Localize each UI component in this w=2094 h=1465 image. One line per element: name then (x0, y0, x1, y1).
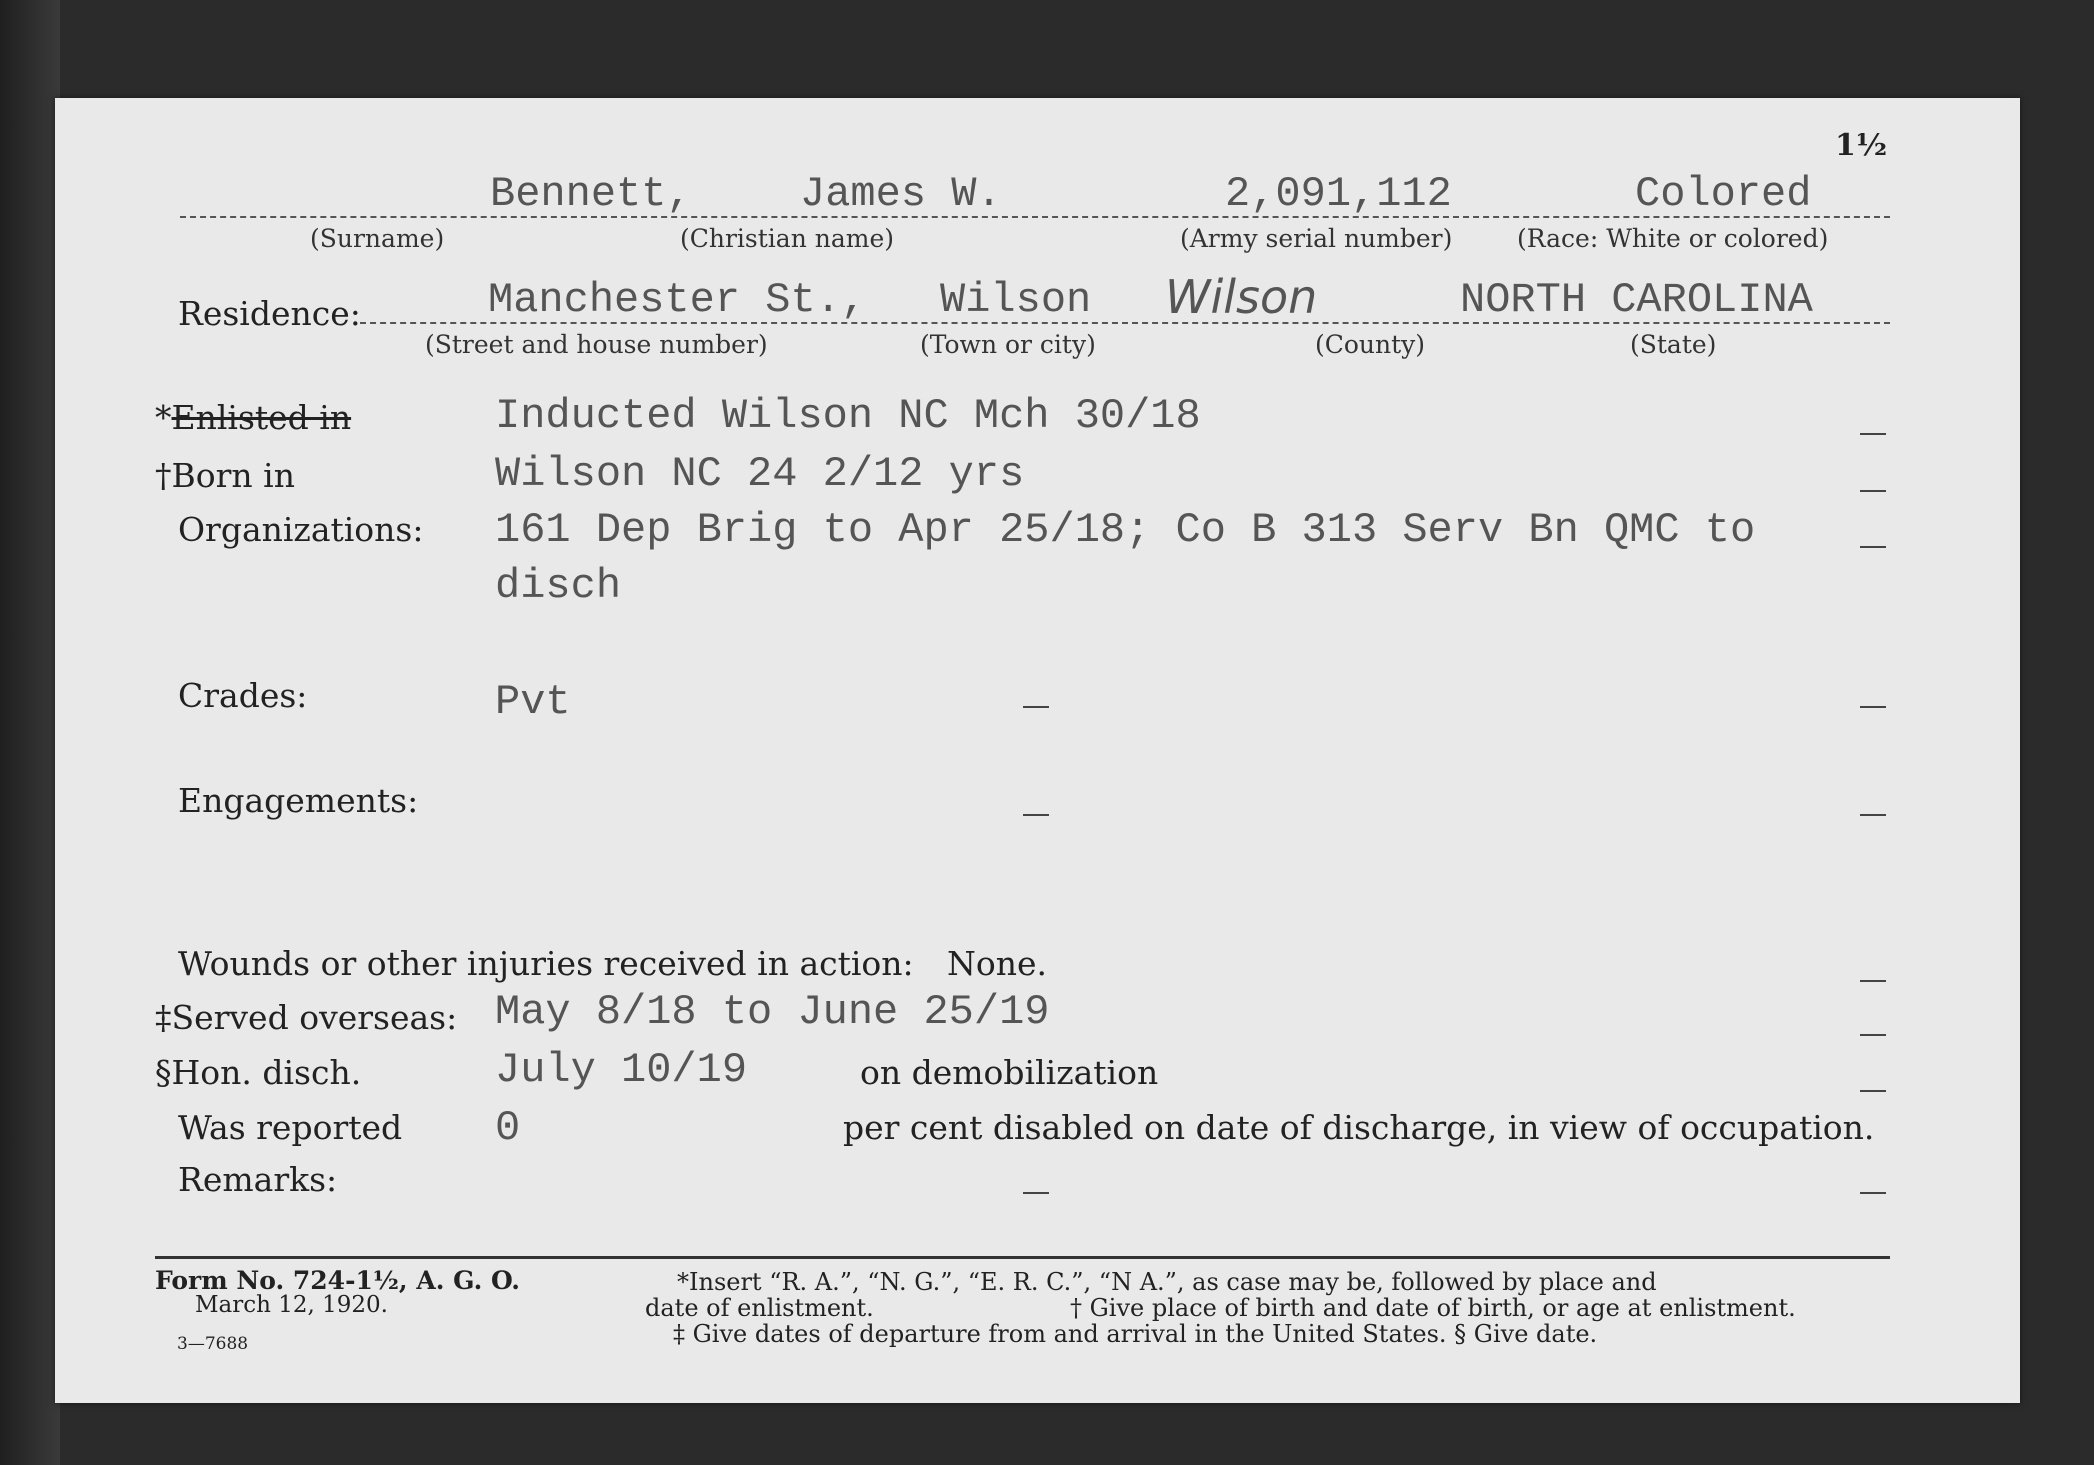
organizations-label: Organizations: (178, 510, 424, 549)
born-value: Wilson NC 24 2/12 yrs (495, 450, 1025, 498)
engagements-label: Engagements: (178, 781, 419, 820)
discharge-label (155, 1053, 361, 1092)
dash-mark (1023, 814, 1049, 816)
scan-background-edge (0, 0, 60, 1465)
dash-mark (1023, 1192, 1049, 1194)
reported-suffix: per cent disabled on date of discharge, in view of occupation. (843, 1108, 1875, 1147)
form-date: March 12, 1920. (195, 1292, 388, 1318)
discharge-value: July 10/19 (495, 1046, 748, 1094)
organizations-line-2: disch (495, 562, 622, 610)
residence-label: Residence: (178, 294, 361, 333)
state-caption: (State) (1630, 330, 1717, 359)
overseas-marker: ‡ (155, 998, 172, 1037)
race-caption: (Race: White or colored) (1517, 224, 1829, 253)
overseas-value: May 8/18 to June 25/19 (495, 988, 1050, 1036)
dash-mark (1023, 706, 1049, 708)
born-label (155, 456, 295, 495)
county-caption: (County) (1315, 330, 1426, 359)
remarks-label: Remarks: (178, 1160, 338, 1199)
serial-number-value: 2,091,112 (1225, 170, 1452, 218)
street-caption: (Street and house number) (425, 330, 768, 359)
wounds-value: None. (947, 944, 1048, 983)
grades-label: Crades: (178, 676, 308, 715)
dash-mark (1860, 1090, 1886, 1092)
footnote-line-3: ‡ Give dates of departure from and arrival in the United States. § Give date. (673, 1320, 1598, 1348)
enlisted-label (155, 398, 351, 437)
residence-town-value: Wilson (940, 276, 1092, 324)
footer-rule (155, 1256, 1890, 1259)
form-number: Form No. 724-1½, A. G. O. (155, 1266, 521, 1295)
race-value: Colored (1635, 170, 1812, 218)
overseas-label-text: Served overseas: (171, 998, 458, 1037)
dash-mark (1860, 814, 1886, 816)
dash-mark (1860, 980, 1886, 982)
discharge-label-text: Hon. disch. (171, 1053, 362, 1092)
residence-state-value: NORTH CAROLINA (1460, 276, 1813, 324)
header-dotted-line (180, 216, 1890, 218)
serial-number-caption: (Army serial number) (1180, 224, 1453, 253)
footnote-line-1: *Insert “R. A.”, “N. G.”, “E. R. C.”, “N A.”, as case may be, followed by place and (677, 1268, 1657, 1296)
dash-mark (1860, 490, 1886, 492)
dash-mark (1860, 433, 1886, 435)
dash-mark (1860, 706, 1886, 708)
enlisted-label-text: Enlisted in (171, 398, 352, 437)
dash-mark (1860, 1192, 1886, 1194)
wounds-label: Wounds or other injuries received in action: (178, 944, 914, 983)
dash-mark (1860, 546, 1886, 548)
reported-label: Was reported (178, 1108, 403, 1147)
footnote-line-2a: date of enlistment. (645, 1294, 874, 1322)
service-record-card (55, 98, 2020, 1403)
print-code: 3—7688 (177, 1334, 249, 1354)
organizations-line-1: 161 Dep Brig to Apr 25/18; Co B 313 Serv Bn QMC to (495, 506, 1756, 554)
enlisted-marker: * (155, 398, 172, 437)
card-number: 1½ (1835, 128, 1888, 163)
reported-value: 0 (495, 1104, 521, 1152)
born-label-text: Born in (171, 456, 295, 495)
christian-name-caption: (Christian name) (680, 224, 895, 253)
residence-dotted-line (360, 322, 1890, 324)
footnote-line-2b: † Give place of birth and date of birth, or age at enlistment. (1070, 1294, 1796, 1322)
discharge-marker: § (155, 1053, 172, 1092)
overseas-label (155, 998, 457, 1037)
discharge-suffix: on demobilization (860, 1053, 1159, 1092)
surname-caption: (Surname) (310, 224, 445, 253)
enlisted-value: Inducted Wilson NC Mch 30/18 (495, 392, 1201, 440)
surname-value: Bennett, (490, 170, 692, 218)
dash-mark (1860, 1034, 1886, 1036)
residence-county-handwritten: Wilson (1165, 270, 1318, 324)
grades-value: Pvt (495, 678, 571, 726)
born-marker: † (155, 456, 172, 495)
residence-street-value: Manchester St., (488, 276, 867, 324)
christian-name-value: James W. (800, 170, 1002, 218)
town-caption: (Town or city) (920, 330, 1096, 359)
